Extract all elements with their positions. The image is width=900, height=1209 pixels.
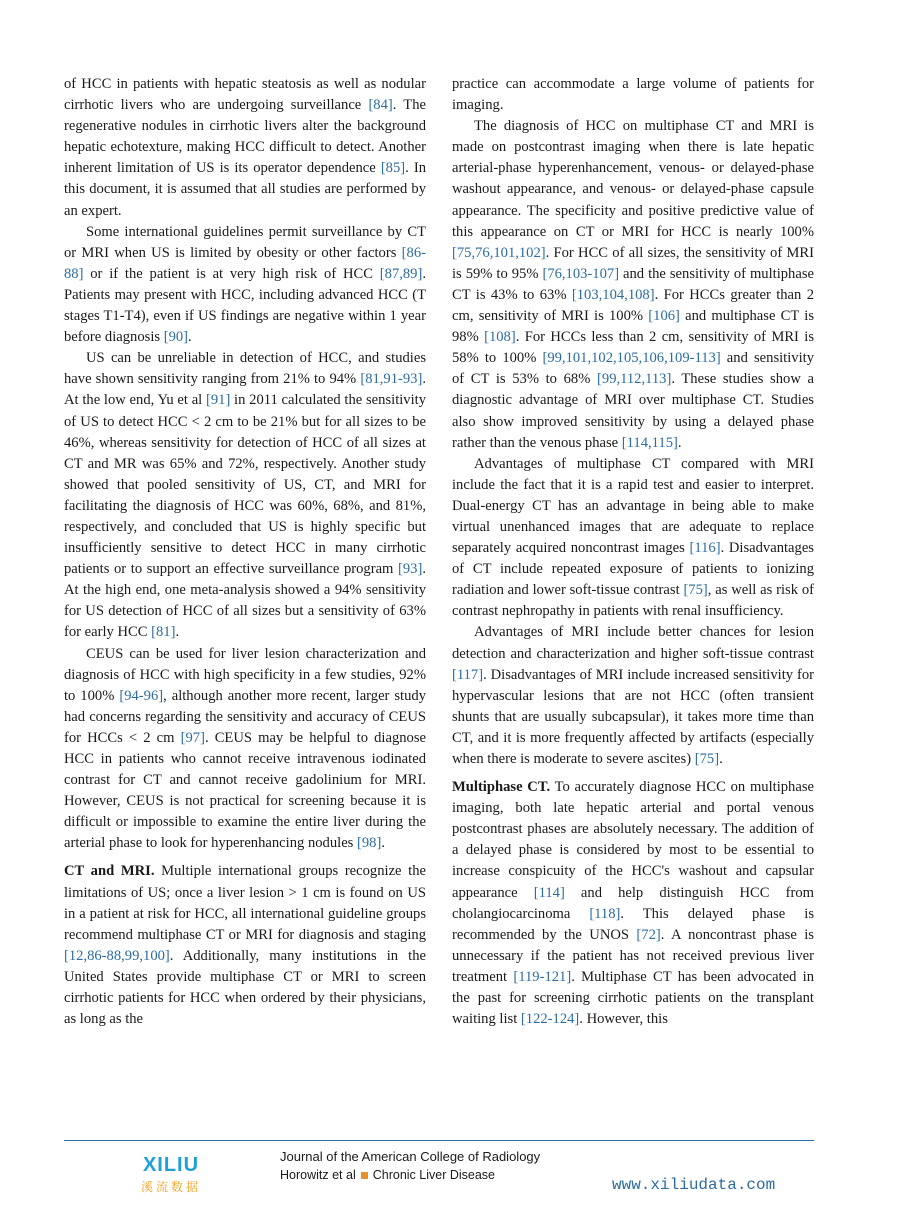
body-text: . At the low end, Yu et al <box>64 371 426 409</box>
paragraph <box>64 644 426 855</box>
body-text: , although another more recent, larger study had concerns regarding the sensitivity and accuracy of CEUS for HCCs < 2 cm <box>64 687 426 746</box>
citation-link[interactable]: [86-88] <box>64 244 426 282</box>
body-text: . Patients may present with HCC, including advanced HCC (T stages T1-T4), even if US findings are negative within 1 year before diagnosis <box>64 265 426 346</box>
citation-link[interactable]: [117] <box>452 666 484 683</box>
citation-link[interactable]: [119-121] <box>513 968 572 985</box>
paragraph <box>64 222 426 349</box>
body-text: . <box>677 434 682 451</box>
body-text: of HCC in patients with hepatic steatosis as well as nodular cirrhotic livers who are undergoing surveillance <box>64 76 426 114</box>
citation-link[interactable]: [97] <box>180 729 205 746</box>
citation-link[interactable]: [93] <box>398 561 423 578</box>
citation-link[interactable]: [75,76,101,102] <box>452 244 546 261</box>
paragraph <box>452 777 814 1030</box>
body-text: US can be unreliable in detection of HCC, and studies have shown sensitivity ranging from 21% to 94% <box>64 350 426 388</box>
citation-link[interactable]: [84] <box>368 97 393 114</box>
body-text: and multiphase CT is 98% <box>452 308 814 346</box>
body-text: . The regenerative nodules in cirrhotic livers alter the background hepatic echotexture, making HCC difficult to detect. Another inherent limitation of US is its operator dependence <box>64 97 426 177</box>
citation-link[interactable]: [99,101,102,105,106,109-113] <box>542 350 721 367</box>
body-text: . Disadvantages of CT include repeated exposure of patients to ionizing radiation and lower soft-tissue contrast <box>452 540 814 599</box>
body-text: . This delayed phase is recommended by the UNOS <box>452 905 815 943</box>
square-separator-icon <box>361 1172 368 1179</box>
running-footer <box>280 1166 495 1184</box>
paragraph <box>452 74 814 116</box>
body-text: Advantages of multiphase CT compared with MRI include the fact that it is a rapid test and easier to interpret. Dual-energy CT has an advantage in being able to make virtual unenhanced images that are adequate to replace separately acquired noncontrast images <box>452 455 814 557</box>
citation-link[interactable]: [76,103-107] <box>542 265 620 282</box>
citation-link[interactable]: [91] <box>205 392 231 409</box>
body-text: CEUS can be used for liver lesion characterization and diagnosis of HCC with high specificity in a few studies, 92% to 100% <box>64 645 426 704</box>
paragraph <box>64 74 426 222</box>
body-text: practice can accommodate a large volume of patients for imaging. <box>452 76 814 114</box>
citation-link[interactable]: [12,86-88,99,100] <box>64 947 170 964</box>
xiliu-logo <box>128 1154 214 1196</box>
body-text: , as well as risk of contrast nephropathy in patients with renal insufficiency. <box>452 582 814 620</box>
body-text: and help distinguish HCC from cholangiocarcinoma <box>452 884 814 922</box>
paragraph <box>452 116 814 454</box>
citation-link[interactable]: [81] <box>151 624 176 641</box>
citation-link[interactable]: [81,91-93] <box>360 371 423 388</box>
citation-link[interactable]: [103,104,108] <box>571 286 655 303</box>
citation-link[interactable]: [75] <box>694 751 720 767</box>
citation-link[interactable]: [108] <box>484 329 516 346</box>
logo-subtext: 溪流数据 <box>140 1180 201 1194</box>
citation-link[interactable]: [114,115] <box>621 434 678 451</box>
body-text: The diagnosis of HCC on multiphase CT and MRI is made on postcontrast imaging when there is late hepatic arterial-phase hyperenhancement, venous- or delayed-phase washout appearance, and venous- or delayed-phase capsule appearance. The specificity and positive predictive value of this appearance on CT or MRI for HCC is nearly 100% <box>452 118 814 240</box>
citation-link[interactable]: [98] <box>357 835 382 852</box>
body-text: . In this document, it is assumed that all studies are performed by an expert. <box>64 160 426 219</box>
citation-link[interactable]: [118] <box>589 905 621 922</box>
citation-link[interactable]: [75] <box>683 582 708 599</box>
body-text: . However, this <box>579 1011 668 1028</box>
body-text: or if the patient is at very high risk of HCC <box>83 265 380 282</box>
body-text: Some international guidelines permit surveillance by CT or MRI when US is limited by obesity or other factors <box>64 223 426 261</box>
body-text: Multiple international groups recognize the limitations of US; once a liver lesion > 1 cm is found on US in a patient at risk for HCC, all international guideline groups recommend multiphase CT or MRI for diagnosis and staging <box>64 863 427 943</box>
section-heading: Multiphase CT. <box>452 779 551 796</box>
body-text: in 2011 calculated the sensitivity of US to detect HCC < 2 cm to be 21% but for all sizes to be 46%, whereas sensitivity for detection of HCC of all sizes at CT and MR was 65% and 72%, respectively. Another study showed that pooled sensitivity of US, CT, and MRI for facilitating the diagnosis of HCC was 60%, 68%, and 81%, respectively, and concluded that US is highly specific but insufficiently sensitive to detect HCC in many cirrhotic patients or to support an effective surveillance program <box>64 392 427 578</box>
footer-authors: Horowitz et al <box>280 1168 356 1182</box>
body-text: . CEUS may be helpful to diagnose HCC in patients who cannot receive intravenous iodinated contrast for CT and cannot receive gadolinium for MRI. However, CEUS is not practical for screening because it is difficult or impossible to examine the entire liver during the arterial phase to look for hyperenhancing nodules <box>64 729 426 852</box>
body-text: . For HCCs greater than 2 cm, sensitivity of MRI is 100% <box>452 286 815 325</box>
citation-link[interactable]: [85] <box>380 160 406 177</box>
body-text: . Additionally, many institutions in the United States provide multiphase CT or MRI to screen cirrhotic patients for HCC when ordered by their physicians, as long as the <box>64 947 426 1028</box>
citation-link[interactable]: [114] <box>533 884 565 901</box>
paragraph <box>452 622 814 770</box>
body-text: . These studies show a diagnostic advantage of MRI over multiphase CT. Studies also show improved sensitivity by using a delayed phase rather than the venous phase <box>452 371 814 451</box>
body-text: . <box>175 624 180 641</box>
body-text: Advantages of MRI include better chances for lesion detection and characterization and higher soft-tissue contrast <box>452 624 814 662</box>
paragraph <box>64 861 426 1030</box>
citation-link[interactable]: [87,89] <box>379 265 423 282</box>
body-text: and the sensitivity of multiphase CT is 43% to 63% <box>452 265 814 303</box>
logo-text: XILIU <box>142 1154 200 1176</box>
footer-divider <box>64 1140 814 1141</box>
body-text: . Disadvantages of MRI include increased sensitivity for hypervascular lesions that are not HCC (often transient shunts that are usually subcapsular), it takes more time than CT, and it is more frequently affected by artifacts (especially when there is moderate to severe ascites) <box>452 666 814 767</box>
citation-link[interactable]: [94-96] <box>119 687 164 704</box>
citation-link[interactable]: [122-124] <box>520 1011 580 1028</box>
body-text: and sensitivity of CT is 53% to 68% <box>452 350 814 388</box>
body-text: . For HCC of all sizes, the sensitivity of MRI is 59% to 95% <box>452 244 814 282</box>
section-heading: CT and MRI. <box>64 863 155 880</box>
paragraph <box>64 348 426 643</box>
body-text: . For HCCs less than 2 cm, sensitivity of MRI is 58% to 100% <box>452 329 814 367</box>
citation-link[interactable]: [99,112,113] <box>597 371 672 388</box>
paragraph <box>452 454 814 623</box>
body-text: . <box>381 835 385 852</box>
right-column <box>452 74 814 1030</box>
citation-link[interactable]: [106] <box>648 308 680 325</box>
footer-topic: Chronic Liver Disease <box>372 1168 496 1182</box>
body-text: . A noncontrast phase is unnecessary if the patient has not received previous liver treatment <box>452 926 814 985</box>
body-text: . <box>188 329 192 346</box>
body-text: . <box>719 751 723 767</box>
watermark-url[interactable]: www.xiliudata.com <box>612 1176 776 1194</box>
left-column <box>64 74 426 1030</box>
citation-link[interactable]: [90] <box>163 329 189 346</box>
body-text: . Multiphase CT has been advocated in the past for screening cirrhotic patients on the transplant waiting list <box>452 968 814 1028</box>
citation-link[interactable]: [116] <box>689 540 721 557</box>
citation-link[interactable]: [72] <box>636 926 661 943</box>
body-text: . At the high end, one meta-analysis showed a 94% sensitivity for US detection of HCC of all sizes but a sensitivity of 63% for early HCC <box>64 561 426 641</box>
body-text: To accurately diagnose HCC on multiphase imaging, both late hepatic arterial and portal venous postcontrast phases are absolutely necessary. The addition of a delayed phase is considered by most to be essential to increase conspicuity of the HCC's washout and capsular appearance <box>452 779 814 901</box>
journal-title: Journal of the American College of Radiology <box>280 1149 541 1164</box>
